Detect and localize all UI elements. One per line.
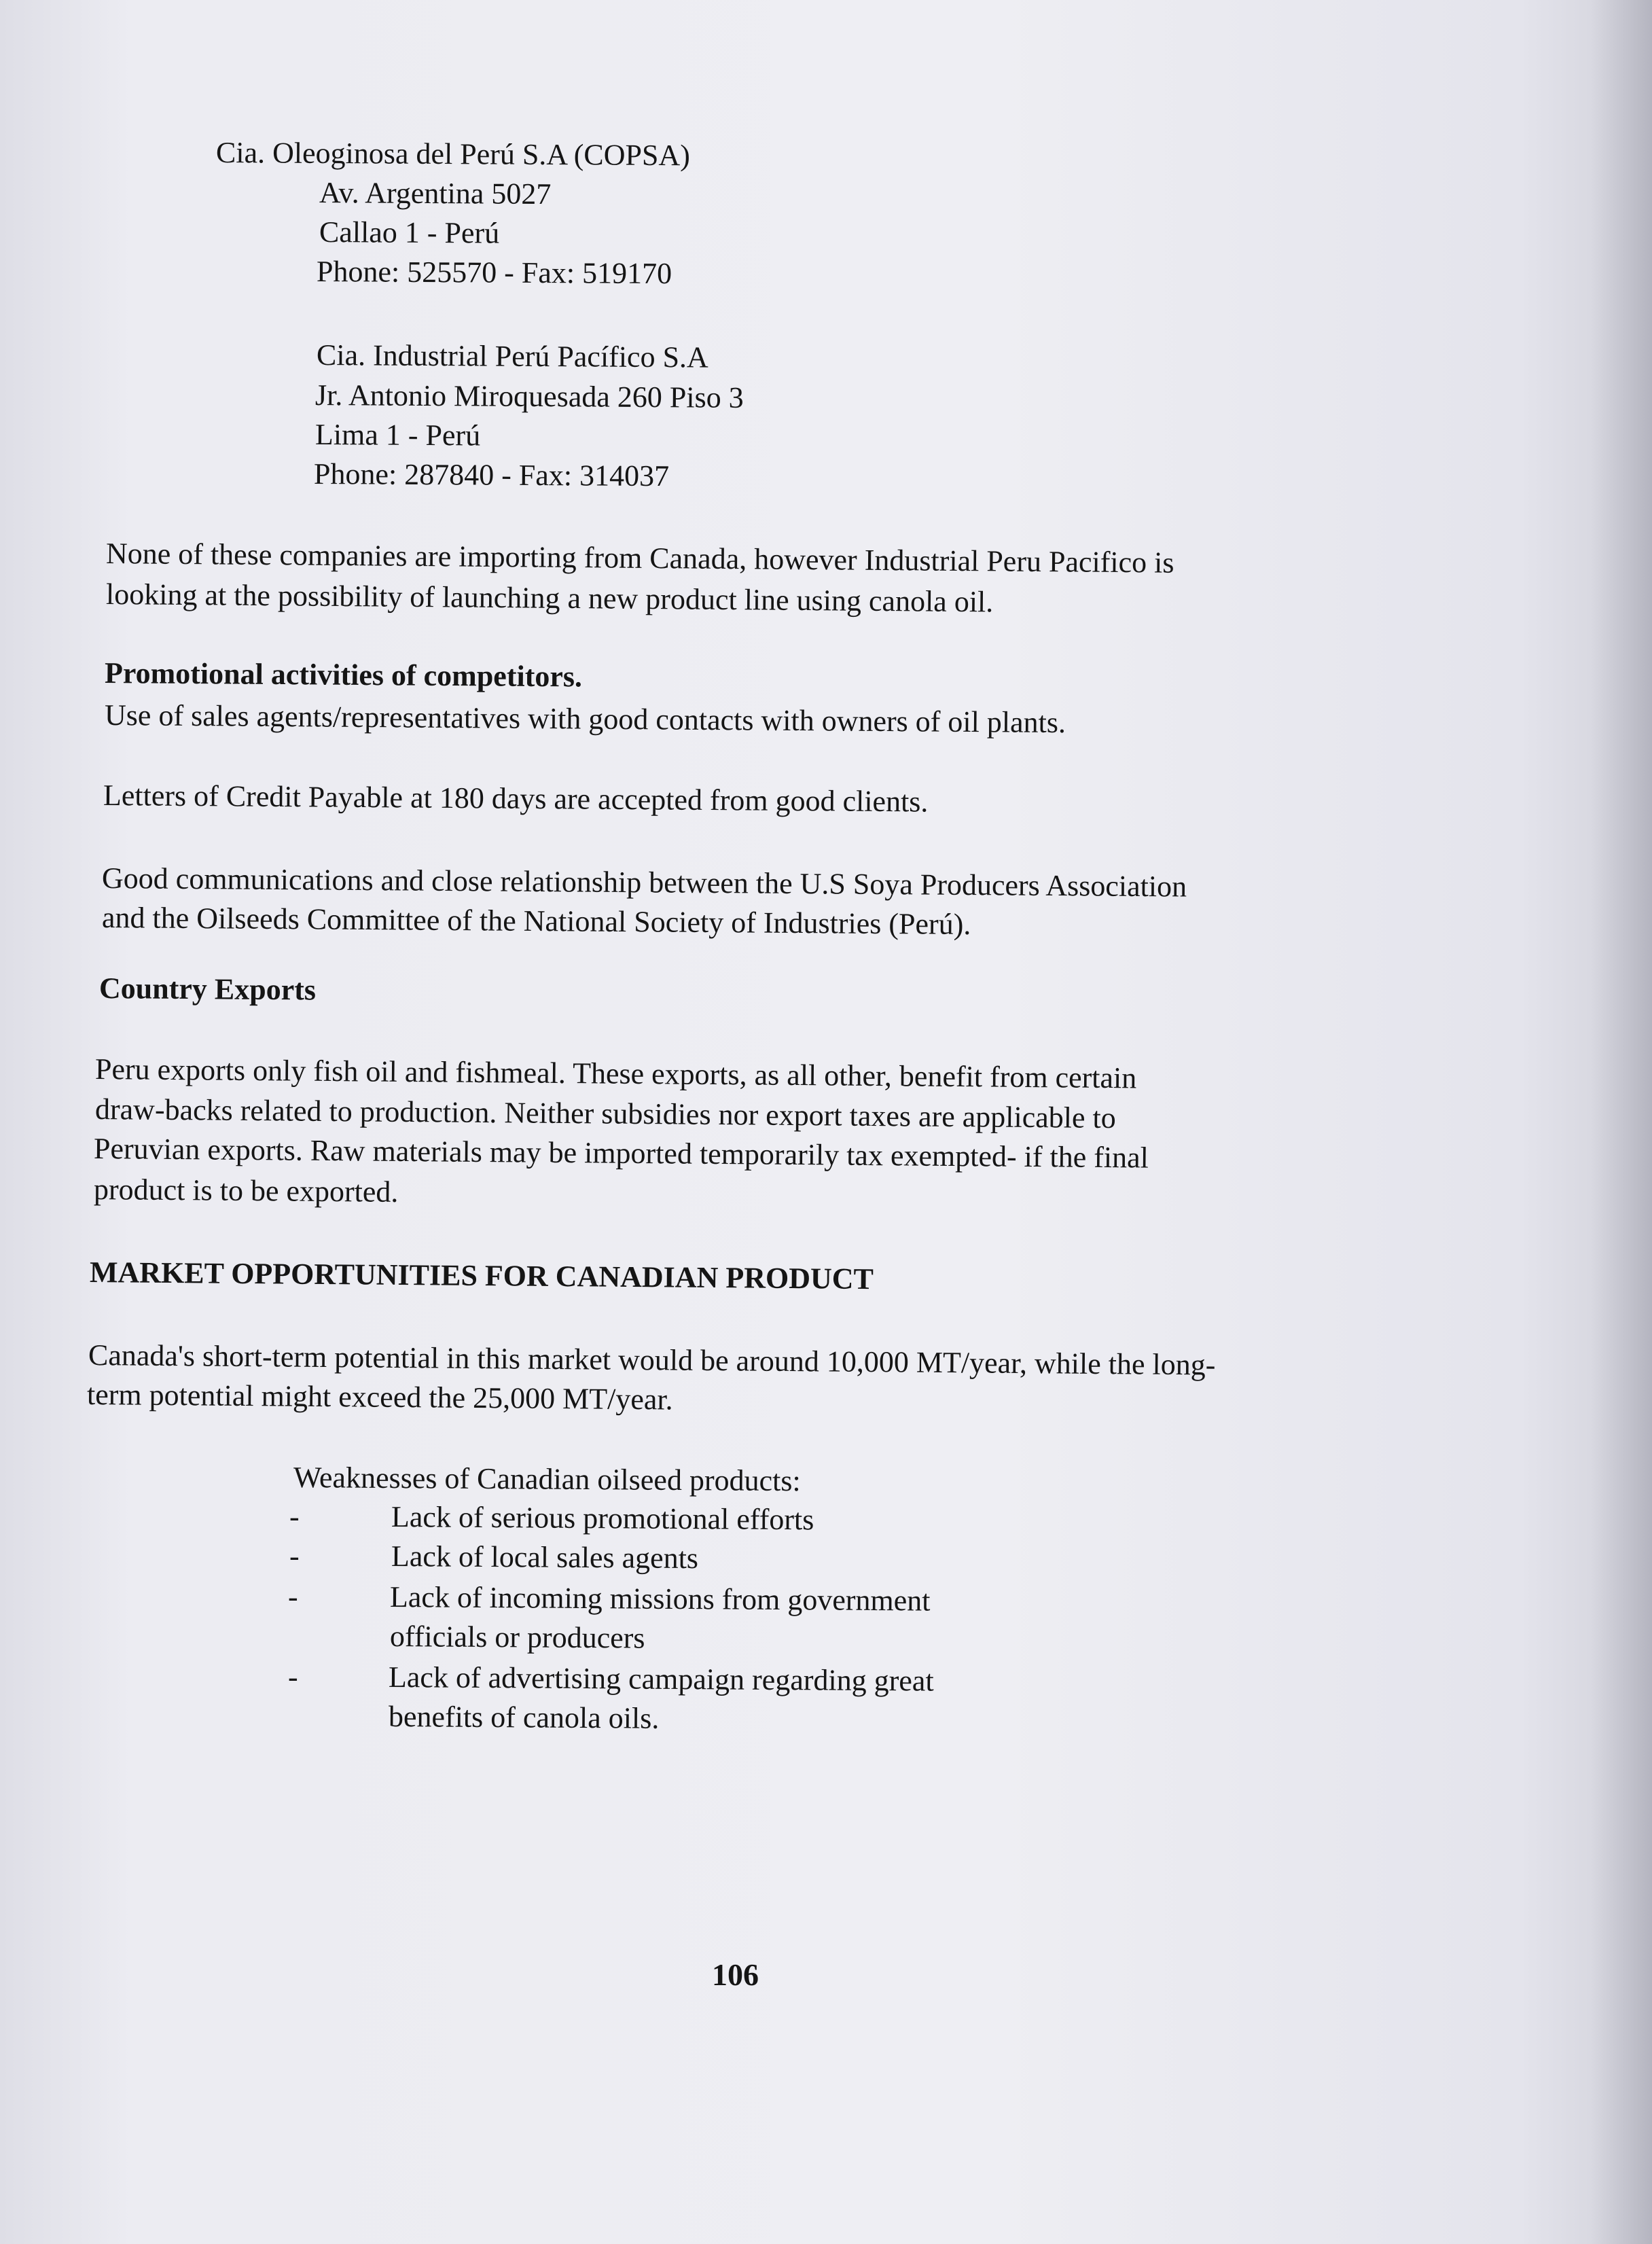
promo-heading: Promotional activities of competitors. xyxy=(104,656,583,694)
weakness-2: Lack of local sales agents xyxy=(391,1539,699,1575)
page-number: 106 xyxy=(712,1957,759,1992)
intro-line-1: None of these companies are importing from Canada, however Industrial Peru Pacifico is xyxy=(105,537,1174,580)
intro-line-2: looking at the possibility of launching a new product line using canola oil. xyxy=(105,577,994,619)
weakness-3-line-2: officials or producers xyxy=(389,1620,645,1655)
company-1-address1: Av. Argentina 5027 xyxy=(319,176,552,211)
weakness-1: Lack of serious promotional efforts xyxy=(391,1500,814,1537)
exports-line-2: draw-backs related to production. Neither subsidies nor export taxes are applicable to xyxy=(94,1092,1116,1135)
bullet-dash-1: - xyxy=(289,1500,300,1533)
company-1-name: Cia. Oleoginosa del Perú S.A (COPSA) xyxy=(215,136,691,173)
company-2-address2: Lima 1 - Perú xyxy=(315,418,481,452)
company-1-phone: Phone: 525570 - Fax: 519170 xyxy=(316,255,672,291)
promo-paragraph-3-line-1: Good communications and close relationship between the U.S Soya Producers Association xyxy=(101,861,1187,904)
bullet-dash-3: - xyxy=(288,1580,298,1614)
bullet-dash-4: - xyxy=(288,1660,298,1694)
company-2-name: Cia. Industrial Perú Pacífico S.A xyxy=(316,338,708,374)
promo-paragraph-2: Letters of Credit Payable at 180 days are accepted from good clients. xyxy=(103,779,929,819)
promo-paragraph-1: Use of sales agents/representatives with good contacts with owners of oil plants. xyxy=(104,698,1066,740)
company-1-address2: Callao 1 - Perú xyxy=(319,215,500,250)
weakness-4-line-1: Lack of advertising campaign regarding great xyxy=(388,1660,934,1698)
bullet-dash-2: - xyxy=(289,1539,300,1573)
weakness-4-line-2: benefits of canola oils. xyxy=(388,1700,660,1735)
exports-line-3: Peruvian exports. Raw materials may be imported temporarily tax exempted- if the final xyxy=(93,1132,1149,1175)
page-edge-shadow xyxy=(1591,0,1652,2244)
weakness-3-line-1: Lack of incoming missions from government xyxy=(389,1580,931,1618)
promo-paragraph-3-line-2: and the Oilseeds Committee of the National Society of Industries (Perú). xyxy=(101,901,971,942)
market-line-2: term potential might exceed the 25,000 MT/year. xyxy=(86,1378,673,1417)
exports-line-4: product is to be exported. xyxy=(93,1173,399,1209)
weaknesses-heading: Weaknesses of Canadian oilseed products: xyxy=(293,1461,801,1498)
exports-line-1: Peru exports only fish oil and fishmeal. These exports, as all other, benefit from certain xyxy=(94,1052,1137,1095)
market-heading: MARKET OPPORTUNITIES FOR CANADIAN PRODUCT xyxy=(89,1255,874,1296)
market-line-1: Canada's short-term potential in this market would be around 10,000 MT/year, while the long- xyxy=(88,1338,1216,1382)
company-2-address1: Jr. Antonio Miroquesada 260 Piso 3 xyxy=(315,378,744,414)
company-2-phone: Phone: 287840 - Fax: 314037 xyxy=(313,457,670,493)
exports-heading: Country Exports xyxy=(98,972,317,1007)
